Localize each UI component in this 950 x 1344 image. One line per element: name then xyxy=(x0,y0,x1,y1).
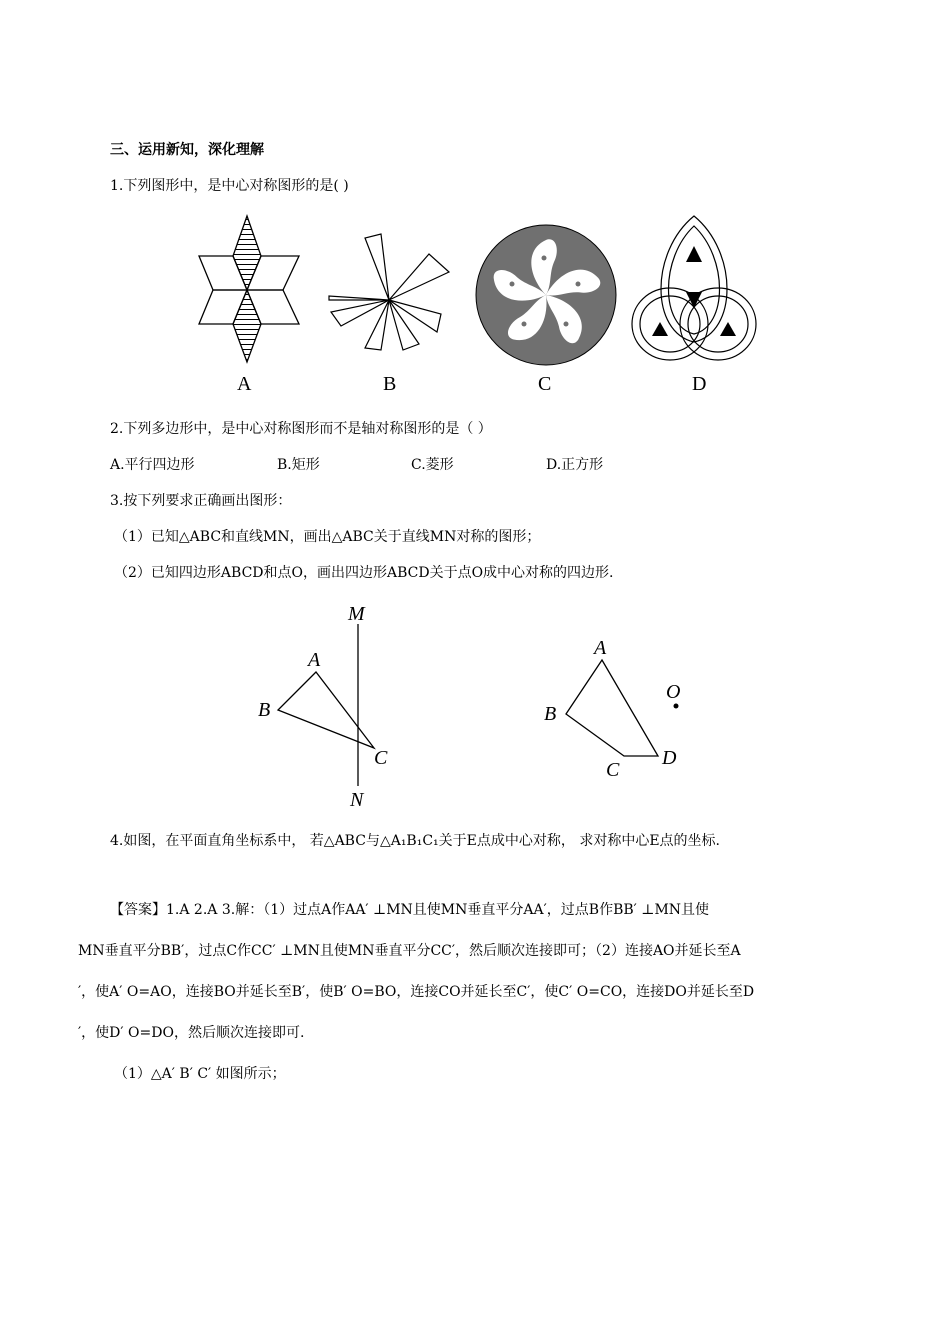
figure-quadrilateral-o xyxy=(540,630,700,782)
figure-d xyxy=(630,212,770,394)
question-3-part-1: （1）已知△ABC和直线MN，画出△ABC关于直线MN对称的图形； xyxy=(114,529,541,545)
answer-line-4: ′，使D′ O=DO，然后顺次连接即可. xyxy=(78,1025,305,1041)
figure-a xyxy=(195,212,310,392)
fig-a-label: A xyxy=(237,373,252,392)
label-n: N xyxy=(350,789,364,810)
figure-c xyxy=(474,222,618,394)
label-a: A xyxy=(308,649,321,671)
answer-line-2: MN垂直平分BB′，过点C作CC′ ⊥MN且使MN垂直平分CC′，然后顺次连接即可；（2）连接AO并延长至A xyxy=(78,943,741,959)
figure-b xyxy=(325,232,455,394)
label-b: B xyxy=(258,699,271,721)
q2-option-b: B.矩形 xyxy=(277,457,320,473)
label-a2: A xyxy=(594,637,607,659)
label-m: M xyxy=(348,603,365,625)
answer-block xyxy=(78,900,878,1105)
question-4: 4.如图，在平面直角坐标系中， 若△ABC与△A₁B₁C₁关于E点成中心对称， 求对称中心E点的坐标. xyxy=(110,833,720,849)
question-3-part-2: （2）已知四边形ABCD和点O，画出四边形ABCD关于点O成中心对称的四边形. xyxy=(114,565,614,581)
fig-b-label: B xyxy=(383,373,397,394)
question-3: 3.按下列要求正确画出图形： xyxy=(110,493,292,509)
question-2: 2.下列多边形中，是中心对称图形而不是轴对称图形的是（ ） xyxy=(110,421,492,437)
fig-c-label: C xyxy=(538,373,552,394)
answer-line-1: 【答案】1.A 2.A 3.解：（1）过点A作AA′ ⊥MN且使MN垂直平分AA′，过点B作BB′ ⊥MN且使 xyxy=(110,902,710,918)
q2-option-a: A.平行四边形 xyxy=(110,457,195,473)
label-c2: C xyxy=(606,759,620,781)
q2-option-c: C.菱形 xyxy=(411,457,454,473)
label-d2: D xyxy=(662,747,677,769)
answer-line-3: ′，使A′ O=AO，连接BO并延长至B′，使B′ O=BO，连接CO并延长至C′，使C′ O=CO，连接DO并延长至D xyxy=(78,984,755,1000)
label-c: C xyxy=(374,747,388,769)
figure-triangle-mn xyxy=(250,598,410,810)
question-1: 1.下列图形中，是中心对称图形的是( ) xyxy=(110,178,349,194)
section-title: 三、运用新知，深化理解 xyxy=(110,142,264,158)
answer-line-5: （1）△A′ B′ C′ 如图所示； xyxy=(114,1066,286,1082)
q2-option-d: D.正方形 xyxy=(546,457,604,473)
label-b2: B xyxy=(544,703,557,725)
label-o: O xyxy=(666,681,681,703)
fig-d-label: D xyxy=(692,373,707,394)
